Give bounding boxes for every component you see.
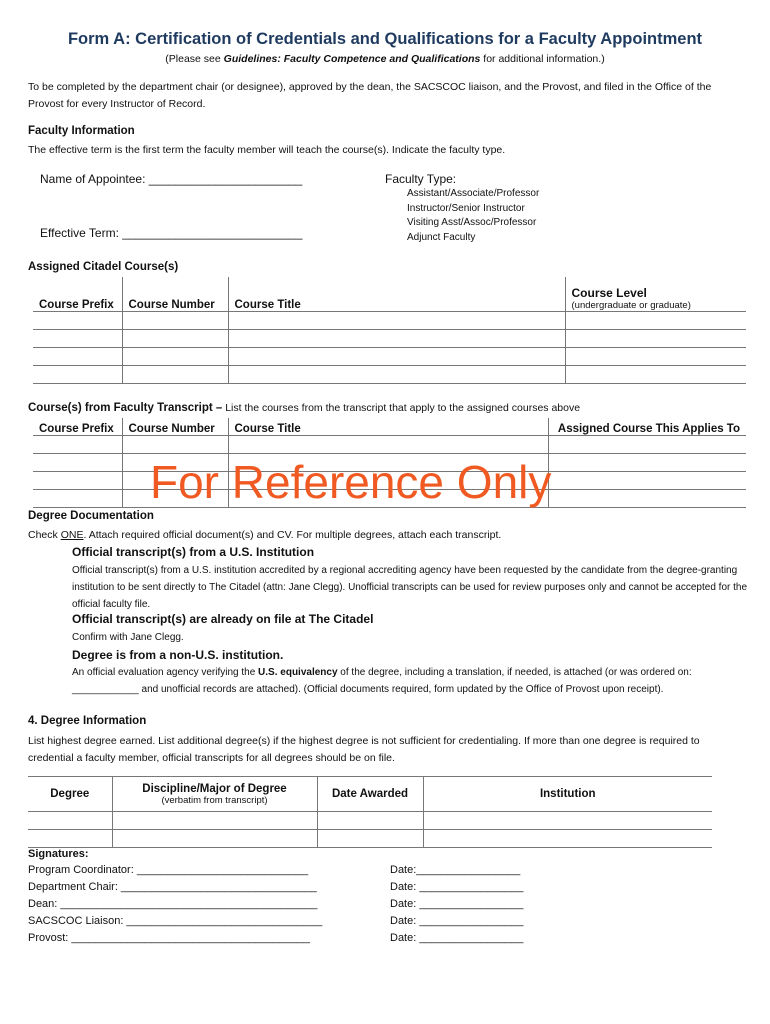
assigned-courses-heading: Assigned Citadel Course(s) — [28, 261, 179, 273]
option-us-transcript[interactable]: Official transcript(s) from a U.S. Institution — [72, 545, 315, 559]
table-row[interactable] — [28, 830, 712, 848]
transcript-heading: Course(s) from Faculty Transcript – List the courses from the transcript that apply to the assigned courses above — [28, 402, 581, 414]
degree-doc-heading: Degree Documentation — [28, 510, 154, 522]
faculty-info-heading: Faculty Information — [28, 125, 135, 137]
table-row[interactable] — [33, 348, 746, 366]
faculty-type-options — [407, 187, 539, 245]
col-course-prefix: Course Prefix — [33, 277, 122, 312]
faculty-type-option[interactable]: Adjunct Faculty — [407, 231, 476, 243]
form-title: Form A: Certification of Credentials and Qualifications for a Faculty Appointment — [67, 30, 703, 48]
table-row[interactable] — [33, 436, 746, 454]
signatures-heading: Signatures: — [28, 848, 89, 860]
col-assigned-course: Assigned Course This Applies To — [548, 418, 746, 436]
effective-term-field[interactable]: Effective Term: ___________________________ — [40, 226, 303, 240]
table-header-row — [33, 418, 746, 436]
option-us-transcript-text: Official transcript(s) from a U.S. institution accredited by a regional accrediting agency have been requested by the candidate from the degree-granting institution to be sent directly to The Citadel (attn: Jane Clegg). Unofficial transcripts can be used for review purposes only and cannot be accepted for the official faculty file. — [72, 565, 748, 610]
degree-info-heading: 4. Degree Information — [28, 715, 147, 727]
signature-line[interactable]: Dean: __________________________________________ — [28, 898, 318, 910]
intro-text: To be completed by the department chair (or designee), approved by the dean, the SACSCOC liaison, and the Provost, and filed in the Office of the Provost for every Instructor of Record. — [28, 81, 712, 110]
col-degree: Degree — [28, 777, 112, 812]
option-on-file-text: Confirm with Jane Clegg. — [72, 632, 184, 643]
faculty-type-label: Faculty Type: — [385, 172, 457, 186]
degree-doc-desc: Check ONE. Attach required official document(s) and CV. For multiple degrees, attach each transcript. — [28, 529, 502, 541]
col-date-awarded: Date Awarded — [317, 777, 423, 812]
signature-roles — [28, 862, 322, 947]
faculty-type-option[interactable]: Assistant/Associate/Professor — [407, 188, 540, 199]
date-line[interactable]: Date: _________________ — [390, 932, 524, 944]
option-on-file[interactable]: Official transcript(s) are already on file at The Citadel — [72, 612, 374, 626]
table-row[interactable] — [33, 312, 746, 330]
form-subtitle: (Please see Guidelines: Faculty Competence and Qualifications for additional information.) — [165, 53, 605, 65]
col-course-level: Course Level (undergraduate or graduate) — [565, 277, 746, 312]
faculty-info-desc: The effective term is the first term the faculty member will teach the course(s). Indicate the faculty type. — [28, 144, 506, 156]
signature-line[interactable]: Department Chair: ________________________________ — [28, 881, 317, 893]
date-line[interactable]: Date: _________________ — [390, 881, 524, 893]
faculty-type-option[interactable]: Visiting Asst/Assoc/Professor — [407, 217, 537, 228]
signature-dates — [390, 862, 523, 947]
option-non-us[interactable]: Degree is from a non-U.S. institution. — [72, 648, 284, 662]
date-line[interactable]: Date: _________________ — [390, 898, 524, 910]
col-course-prefix: Course Prefix — [33, 418, 122, 436]
col-course-title: Course Title — [228, 277, 565, 312]
col-course-number: Course Number — [122, 277, 228, 312]
table-row[interactable] — [28, 812, 712, 830]
col-course-title: Course Title — [228, 418, 548, 436]
signature-line[interactable]: SACSCOC Liaison: ________________________________ — [28, 915, 323, 927]
col-discipline: Discipline/Major of Degree (verbatim from transcript) — [112, 777, 317, 812]
col-institution: Institution — [423, 777, 712, 812]
table-row[interactable] — [33, 366, 746, 384]
faculty-type-option[interactable]: Instructor/Senior Instructor — [407, 202, 525, 214]
degree-info-desc: List highest degree earned. List additional degree(s) if the highest degree is not sufficient for credentialing. If more than one degree is required to credential a faculty member, official transcripts for all degrees should be on file. — [28, 735, 700, 764]
degree-info-table — [28, 776, 712, 848]
date-line[interactable]: Date: _________________ — [390, 915, 524, 927]
appointee-name-field[interactable]: Name of Appointee: _______________________ — [40, 172, 303, 186]
table-row[interactable] — [33, 330, 746, 348]
col-course-number: Course Number — [122, 418, 228, 436]
signature-line[interactable]: Provost: _______________________________________ — [28, 932, 310, 944]
table-header-row — [28, 777, 712, 812]
assigned-courses-table — [33, 277, 746, 384]
reference-watermark: For Reference Only — [150, 456, 552, 508]
table-header-row — [33, 277, 746, 312]
option-non-us-text: An official evaluation agency verifying the U.S. equivalency of the degree, including a translation, if needed, is attached (or was ordered on: ____________ and unofficial records are attached). (Official documents required, form updated by the Office of Provost upon receipt). — [72, 667, 692, 695]
date-line[interactable]: Date:_________________ — [390, 864, 521, 876]
signature-line[interactable]: Program Coordinator: ____________________________ — [28, 864, 309, 876]
